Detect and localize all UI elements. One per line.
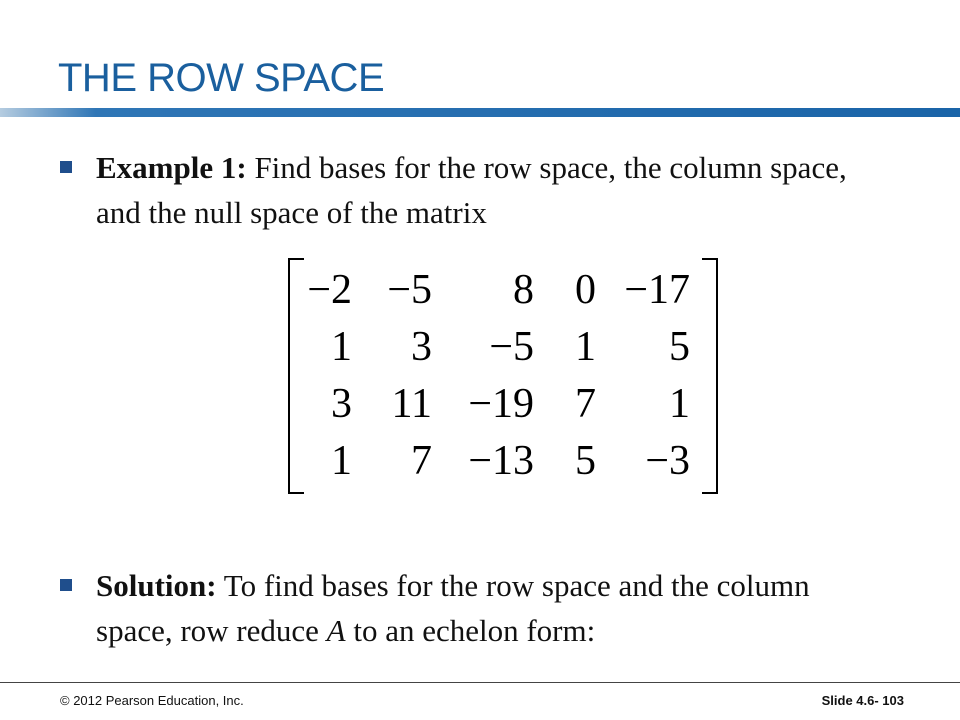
solution-body-start: To find bases for the row space and the column space, row reduce — [96, 568, 810, 648]
square-bullet-icon — [60, 579, 72, 591]
title-underline-bar — [0, 108, 960, 117]
slide-number: Slide 4.6- 103 — [821, 693, 904, 708]
footer-divider — [0, 682, 960, 683]
copyright-notice: © 2012 Pearson Education, Inc. — [60, 693, 244, 708]
matrix-variable: A — [326, 613, 346, 648]
bullet-solution-text — [96, 563, 890, 653]
matrix-cell: 1 — [669, 381, 690, 427]
matrix-cell: 1 — [331, 438, 352, 484]
bullet-solution — [60, 563, 890, 653]
matrix-cell: −5 — [489, 324, 534, 370]
matrix-cell: −5 — [387, 267, 432, 313]
matrix-cell: 7 — [575, 381, 596, 427]
matrix-cell: 1 — [331, 324, 352, 370]
matrix-cell: −17 — [624, 267, 690, 313]
solution-label: Solution: — [96, 568, 217, 603]
slide-title: THE ROW SPACE — [58, 56, 385, 100]
matrix-cell: 8 — [513, 267, 534, 313]
matrix-row — [288, 433, 718, 489]
bullet-example-text — [96, 145, 890, 235]
matrix-cell: 1 — [575, 324, 596, 370]
matrix-cell: 5 — [669, 324, 690, 370]
matrix-a — [288, 258, 718, 492]
solution-body-end: to an echelon form: — [345, 613, 596, 648]
matrix-cell: −19 — [468, 381, 534, 427]
matrix-cell: −13 — [468, 438, 534, 484]
matrix-cell: 11 — [391, 381, 432, 427]
matrix-cell: 0 — [575, 267, 596, 313]
matrix-row — [288, 262, 718, 318]
bullet-example — [60, 145, 890, 235]
example-body: Find bases for the row space, the column space, and the null space of the matrix — [96, 150, 847, 230]
example-label: Example 1: — [96, 150, 247, 185]
matrix-row — [288, 376, 718, 432]
matrix-cell: 5 — [575, 438, 596, 484]
square-bullet-icon — [60, 161, 72, 173]
matrix-cell: 7 — [411, 438, 432, 484]
matrix-cell: −2 — [307, 267, 352, 313]
matrix-cell: 3 — [411, 324, 432, 370]
matrix-cell: 3 — [331, 381, 352, 427]
matrix-row — [288, 319, 718, 375]
matrix-cell: −3 — [645, 438, 690, 484]
